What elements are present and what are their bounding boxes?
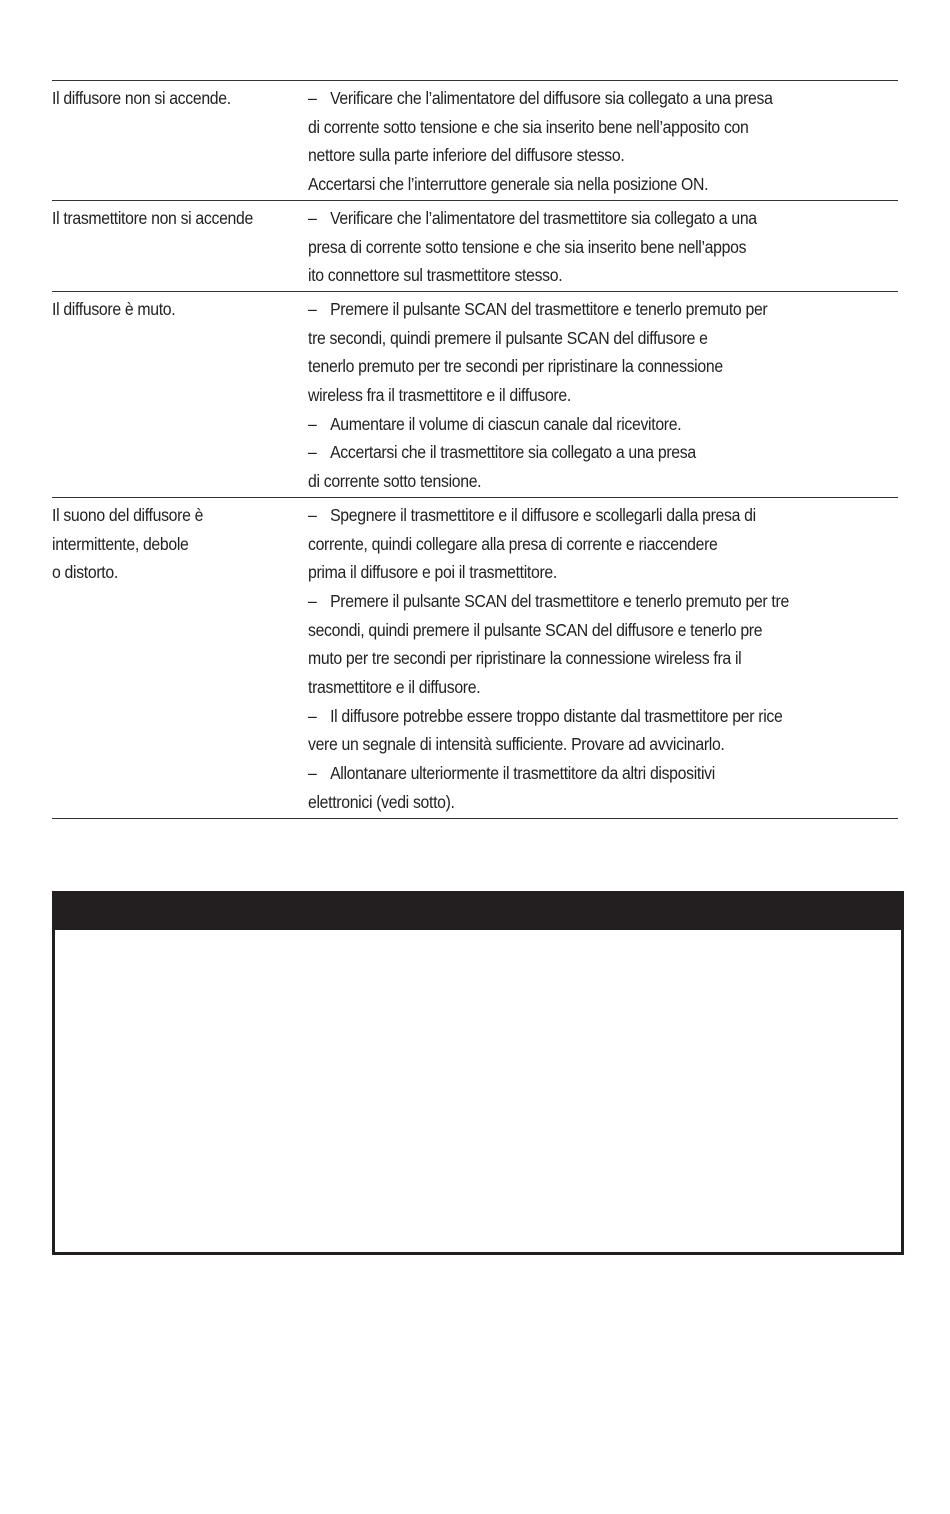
table-row [52, 81, 898, 200]
solution-item [308, 501, 914, 587]
dash-bullet: – [308, 298, 317, 319]
dash-bullet: – [308, 504, 317, 525]
solutions-cell [308, 295, 950, 496]
solution-text-line: secondi, quindi premere il pulsante SCAN del diffusore e tenerlo pre [308, 619, 763, 640]
dash-bullet: – [308, 442, 317, 463]
solution-text-line: muto per tre secondi per ripristinare la connessione wireless fra il [308, 648, 742, 669]
solution-item [308, 438, 914, 495]
problem-text-line: intermittente, debole [52, 533, 189, 554]
info-box-header-bar [55, 894, 901, 930]
solutions-cell [308, 84, 950, 199]
table-row [52, 200, 898, 291]
solution-text-line: – Allontanare ulteriormente il trasmettitore da altri dispositivi [330, 759, 914, 788]
solution-text-line: – Aumentare il volume di ciascun canale dal ricevitore. [330, 410, 914, 439]
solutions-cell [308, 501, 950, 817]
problem-cell [52, 204, 288, 290]
solution-text-line: Accertarsi che l’interruttore generale sia nella posizione ON. [308, 174, 709, 195]
solution-text-line: corrente, quindi collegare alla presa di corrente e riaccendere [308, 533, 718, 554]
solution-text-line: prima il diffusore e poi il trasmettitore. [308, 562, 557, 583]
empty-info-box [52, 891, 904, 1255]
problem-text-line: Il diffusore non si accende. [52, 88, 231, 108]
solution-text-line: – Il diffusore potrebbe essere troppo distante dal trasmettitore per rice [330, 702, 914, 731]
solution-text-line: tre secondi, quindi premere il pulsante SCAN del diffusore e [308, 327, 708, 348]
problem-text-line: Il diffusore è muto. [52, 298, 176, 319]
problem-text-line: o distorto. [52, 562, 118, 583]
dash-bullet: – [308, 88, 317, 108]
problem-cell [52, 84, 288, 199]
table-row [52, 497, 898, 818]
dash-bullet: – [308, 207, 317, 228]
solution-text-line: – Verificare che l’alimentatore del diffusore sia collegato a una presa [330, 84, 914, 113]
problem-cell [52, 295, 288, 496]
solution-text-line: – Premere il pulsante SCAN del trasmettitore e tenerlo premuto per [330, 295, 914, 324]
dash-bullet: – [308, 763, 317, 784]
table-row [52, 291, 898, 497]
solution-text-line: – Spegnere il trasmettitore e il diffusore e scollegarli dalla presa di [330, 501, 914, 530]
problem-cell [52, 501, 288, 817]
solution-text-line: – Premere il pulsante SCAN del trasmettitore e tenerlo premuto per tre [330, 587, 914, 616]
solution-item [308, 204, 914, 290]
solution-text-line: – Verificare che l’alimentatore del trasmettitore sia collegato a una [330, 204, 914, 233]
solution-text-line: ito connettore sul trasmettitore stesso. [308, 265, 563, 286]
solution-text-line: wireless fra il trasmettitore e il diffusore. [308, 385, 571, 406]
solution-text-line: di corrente sotto tensione e che sia inserito bene nell’apposito con [308, 116, 749, 137]
solution-text-line: di corrente sotto tensione. [308, 471, 482, 492]
solution-text-line: presa di corrente sotto tensione e che sia inserito bene nell’appos [308, 236, 747, 257]
solution-item [308, 702, 914, 759]
solution-text-line: – Accertarsi che il trasmettitore sia collegato a una presa [330, 438, 914, 467]
solution-text-line: nettore sulla parte inferiore del diffusore stesso. [308, 145, 625, 166]
problem-text-line: Il trasmettitore non si accende [52, 207, 253, 228]
solution-text-line: tenerlo premuto per tre secondi per ripristinare la connessione [308, 356, 723, 377]
solution-item [308, 410, 914, 439]
dash-bullet: – [308, 705, 317, 726]
solution-item [308, 84, 914, 199]
troubleshooting-table [52, 80, 898, 819]
solution-text-line: trasmettitore e il diffusore. [308, 677, 481, 698]
solutions-cell [308, 204, 950, 290]
solution-item [308, 295, 914, 410]
dash-bullet: – [308, 413, 317, 434]
dash-bullet: – [308, 590, 317, 611]
solution-text-line: elettronici (vedi sotto). [308, 791, 455, 812]
solution-item [308, 587, 914, 702]
problem-text-line: Il suono del diffusore è [52, 504, 204, 525]
solution-item [308, 759, 914, 816]
solution-text-line: vere un segnale di intensità sufficiente. Provare ad avvicinarlo. [308, 734, 725, 755]
